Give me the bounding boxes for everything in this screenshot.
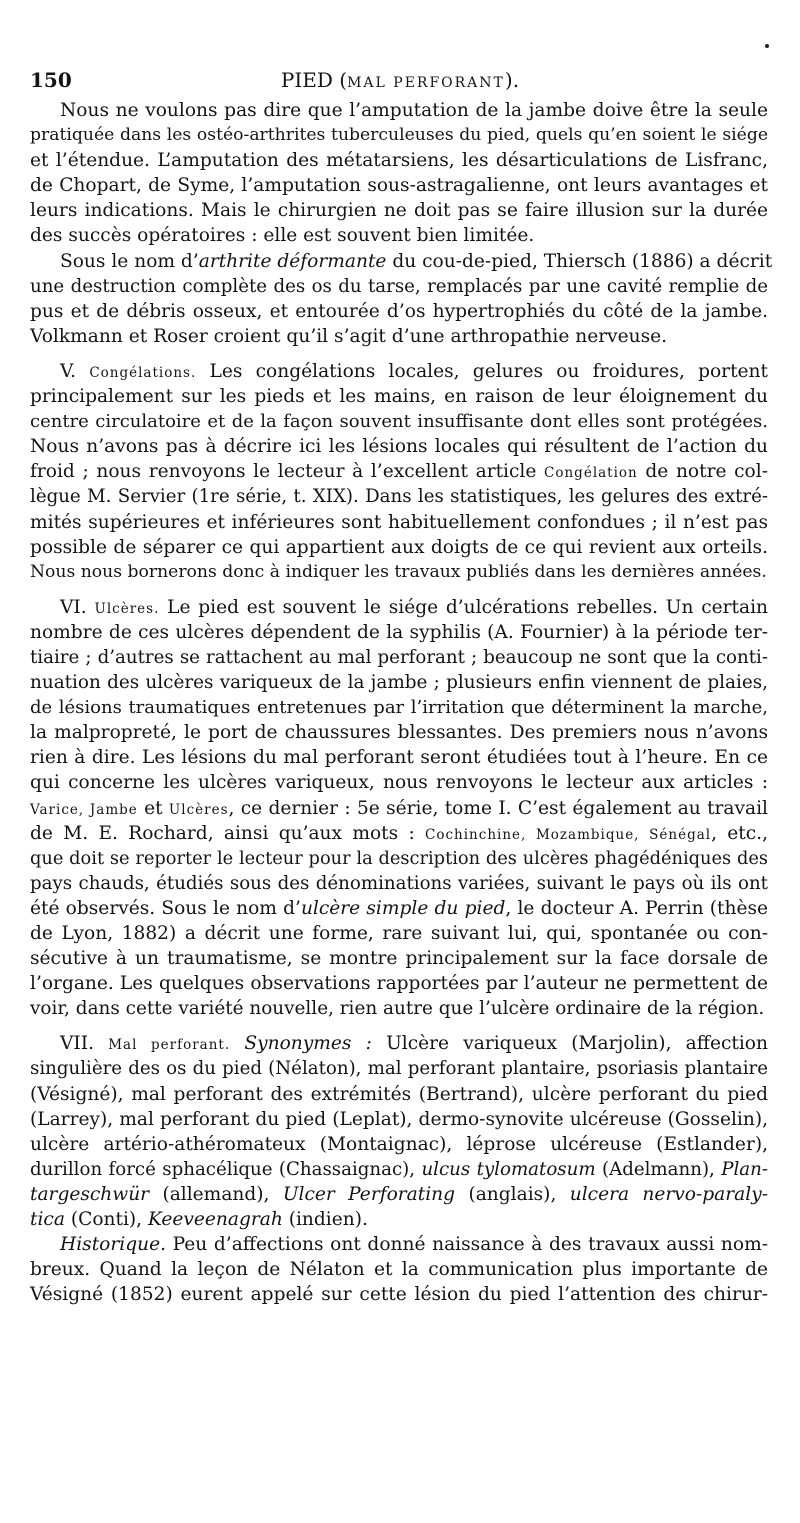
text-line: singulière des os du pied (Nélaton), mal perforant plantaire, psoriasis plantaire bbox=[30, 1058, 768, 1080]
text-line: la malpropreté, le port de chaussures blessantes. Des premiers nous n’avons bbox=[30, 722, 768, 744]
article-reference: Ulcères bbox=[168, 801, 229, 818]
italic-term: ulcus tylomatosum bbox=[421, 1158, 596, 1180]
text-line: targeschwür (allemand), Ulcer Perforating (anglais), ulcera nervo-paraly- bbox=[30, 1183, 768, 1205]
italic-term: Ulcer Perforating bbox=[282, 1183, 456, 1205]
text-line: (Larrey), mal perforant du pied (Leplat), dermo-synovite ulcéreuse (Gosselin), bbox=[30, 1108, 768, 1130]
text-line: pratiquée dans les ostéo-arthrites tuberculeuses du pied, quels qu’en soient le siége bbox=[30, 125, 768, 146]
text-line: rien à dire. Les lésions du mal perforant seront étudiées tout à l’heure. En ce bbox=[30, 747, 768, 769]
text-line: Nous n’avons pas à décrire ici les lésions locales qui résultent de l’action du bbox=[30, 436, 768, 458]
text-line: sécutive à un traumatisme, se montre principalement sur la face dorsale de bbox=[30, 948, 768, 970]
text-line: possible de séparer ce qui appartient aux doigts de ce qui revient aux orteils. bbox=[30, 536, 768, 558]
text-line: principalement sur les pieds et les mains, en raison de leur éloignement du bbox=[30, 386, 768, 408]
text-line: des succès opératoires : elle est souvent bien limitée. bbox=[30, 225, 535, 247]
text-line: V. Congélations. Les congélations locales, gelures ou froidures, portent bbox=[60, 360, 768, 382]
body-text bbox=[30, 98, 773, 1307]
text-line: que doit se reporter le lecteur pour la description des ulcères phagédéniques des bbox=[30, 847, 768, 869]
article-reference: Congélation bbox=[544, 465, 638, 482]
text-line: centre circulatoire et de la façon souvent insuffisante dont elles sont protégées. bbox=[30, 411, 768, 433]
running-title-close: ). bbox=[504, 68, 520, 92]
text-line: (Vésigné), mal perforant des extrémités (Bertrand), ulcère perforant du pied bbox=[30, 1083, 768, 1105]
text-line: de Chopart, de Syme, l’amputation sous-astragalienne, ont leurs avantages et bbox=[30, 175, 768, 197]
text-line: VI. Ulcères. Le pied est souvent le siége d’ulcérations rebelles. Un certain bbox=[60, 596, 768, 618]
text-line: leurs indications. Mais le chirurgien ne doit pas se faire illusion sur la durée bbox=[30, 200, 768, 222]
italic-term: targeschwür bbox=[30, 1183, 150, 1205]
print-speck bbox=[765, 44, 769, 48]
text-line: Nous nous bornerons donc à indiquer les travaux publiés dans les dernières années. bbox=[30, 561, 767, 582]
text-line: Vésigné (1852) eurent appelé sur cette lésion du pied l’attention des chirur- bbox=[30, 1284, 768, 1306]
section-congelations bbox=[30, 359, 768, 585]
text-line: breux. Quand la leçon de Nélaton et la communication plus importante de bbox=[30, 1259, 768, 1281]
subsection-label: Historique. bbox=[60, 1234, 166, 1256]
text-line: Historique. Peu d’affections ont donné naissance à des travaux aussi nom- bbox=[60, 1234, 768, 1256]
section-heading: Ulcères. bbox=[94, 600, 160, 617]
text-line: mités supérieures et inférieures sont habituellement confondues ; il n’est pas bbox=[30, 511, 768, 533]
text-line: Sous le nom d’arthrite déformante du cou-de-pied, Thiersch (1886) a décrit bbox=[60, 250, 773, 272]
text-line: qui concerne les ulcères variqueux, nous renvoyons le lecteur aux articles : bbox=[30, 772, 768, 794]
text-line: froid ; nous renvoyons le lecteur à l’excellent article Congélation de notre col- bbox=[30, 461, 768, 483]
text-line: VII. Mal perforant. Synonymes : Ulcère variqueux (Marjolin), affection bbox=[60, 1033, 768, 1055]
text-line: Varice, Jambe et Ulcères, ce dernier : 5e série, tome I. C’est également au travail bbox=[30, 797, 769, 819]
running-title bbox=[30, 68, 770, 92]
text-line: de M. E. Rochard, ainsi qu’aux mots : Cochinchine, Mozambique, Sénégal, etc., bbox=[30, 822, 768, 844]
article-reference: Cochinchine, Mozambique, Sénégal bbox=[425, 826, 712, 843]
text-line: de lésions traumatiques entretenues par l’irritation que déterminent la marche, bbox=[30, 697, 768, 719]
text-line: Volkmann et Roser croient qu’il s’agit d’une arthropathie nerveuse. bbox=[30, 325, 668, 347]
running-title-subtitle: MAL PERFORANT bbox=[347, 75, 505, 91]
text-line: une destruction complète des os du tarse, remplacés par une cavité remplie de bbox=[30, 275, 768, 297]
text-line: voir, dans cette variété nouvelle, rien autre que l’ulcère ordinaire de la région. bbox=[30, 998, 765, 1020]
text-line: nombre de ces ulcères dépendent de la syphilis (A. Fournier) à la période ter- bbox=[30, 621, 768, 643]
subsection-label: Synonymes : bbox=[244, 1033, 372, 1055]
section-ulceres bbox=[30, 595, 768, 1022]
text-line: pus et de débris osseux, et entourée d’os hypertrophiés du côté de la jambe. bbox=[30, 300, 768, 322]
running-title-main: PIED ( bbox=[280, 68, 348, 92]
section-number: VI. bbox=[60, 596, 95, 618]
text-line: ulcère artério-athéromateux (Montaignac), léprose ulcéreuse (Estlander), bbox=[30, 1133, 768, 1155]
article-reference: Varice, Jambe bbox=[30, 801, 138, 818]
page-header bbox=[30, 68, 770, 96]
text-line: et l’étendue. L’amputation des métatarsiens, les désarticulations de Lisfranc, bbox=[30, 150, 768, 172]
text-line: nuation des ulcères variqueux de la jambe ; plusieurs enfin viennent de plaies, bbox=[30, 672, 768, 694]
text-line: de Lyon, 1882) a décrit une forme, rare suivant lui, qui, spontanée ou con- bbox=[30, 923, 768, 944]
italic-term: arthrite déformante bbox=[198, 250, 387, 272]
section-number: V. bbox=[60, 360, 90, 382]
section-number: VII. bbox=[60, 1033, 109, 1055]
text-line: pays chauds, étudiés sous des dénominations variées, suivant le pays où ils ont bbox=[30, 872, 768, 894]
text-line: l’organe. Les quelques observations rapportées par l’auteur ne permettent de bbox=[30, 973, 768, 995]
italic-term: tica bbox=[30, 1209, 65, 1231]
italic-term: Plan- bbox=[721, 1158, 768, 1180]
paragraph-amputation bbox=[30, 98, 768, 249]
paragraph-arthrite bbox=[30, 249, 773, 349]
text-line: lègue M. Servier (1re série, t. XIX). Dans les statistiques, les gelures des extré- bbox=[30, 486, 768, 508]
text-line: Nous ne voulons pas dire que l’amputation de la jambe doive être la seule bbox=[60, 100, 768, 121]
section-heading: Mal perforant. bbox=[108, 1037, 231, 1054]
section-heading: Congélations. bbox=[89, 364, 197, 381]
text-line: tica (Conti), Keeveenagrah (indien). bbox=[30, 1209, 368, 1231]
section-mal-perforant bbox=[30, 1031, 768, 1307]
page-number: 150 bbox=[30, 68, 72, 92]
text-line: durillon forcé sphacélique (Chassaignac), ulcus tylomatosum (Adelmann), Plan- bbox=[30, 1158, 768, 1180]
italic-term: ulcera nervo-paraly- bbox=[569, 1183, 768, 1205]
italic-term: ulcère simple du pied bbox=[300, 897, 506, 919]
text-line: tiaire ; d’autres se rattachent au mal perforant ; beaucoup ne sont que la conti- bbox=[30, 646, 768, 668]
text-line: été observés. Sous le nom d’ulcère simple du pied, le docteur A. Perrin (thèse bbox=[30, 897, 768, 919]
italic-term: Keeveenagrah bbox=[147, 1209, 283, 1231]
